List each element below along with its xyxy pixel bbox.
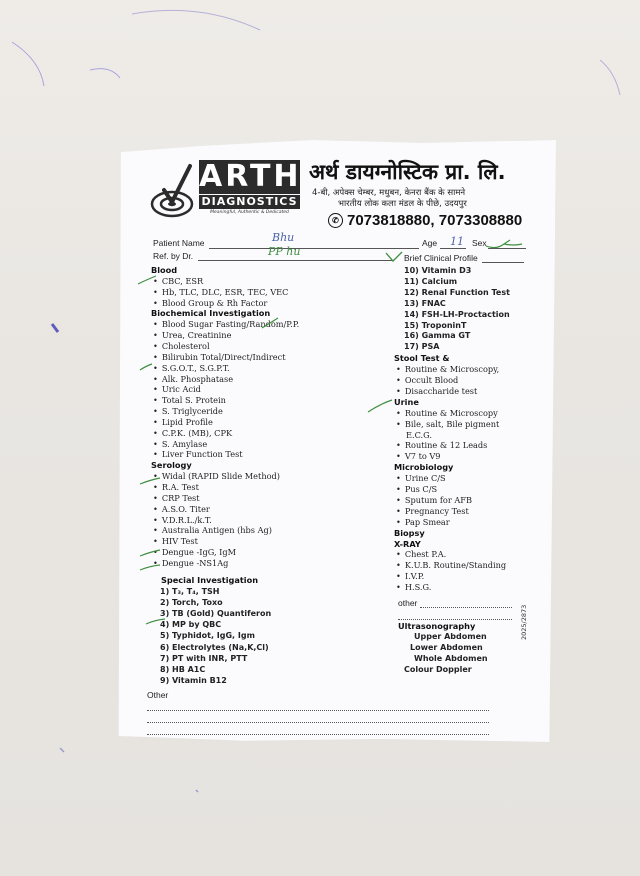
test-item-7-pt-with-inr-ptt[interactable]: 7) PT with INR, PTT xyxy=(160,653,248,663)
test-item-a-s-o-titer[interactable]: • A.S.O. Titer xyxy=(153,504,210,514)
test-item-12-renal-function-test[interactable]: 12) Renal Function Test xyxy=(404,287,510,297)
test-item-c-p-k-mb-cpk[interactable]: • C.P.K. (MB), CPK xyxy=(153,428,232,438)
test-item-i-v-p[interactable]: • I.V.P. xyxy=(396,571,424,581)
test-item-v7-to-v9[interactable]: • V7 to V9 xyxy=(396,451,441,461)
section-heading-stool-test: Stool Test & xyxy=(394,353,450,364)
ref-by-line[interactable] xyxy=(198,260,394,261)
side-code: 2025/2873 xyxy=(520,604,528,640)
phone-numbers: 7073818880, 7073308880 xyxy=(347,212,523,229)
section-heading-urine: Urine xyxy=(394,396,419,407)
section-heading-microbiology: Microbiology xyxy=(394,462,454,473)
age-line[interactable] xyxy=(440,248,466,249)
brief-clinical-profile-label: Brief Clinical Profile xyxy=(404,253,478,263)
test-item-3-tb-gold-quantiferon[interactable]: 3) TB (Gold) Quantiferon xyxy=(160,609,272,619)
test-item-colour-doppler[interactable]: Colour Doppler xyxy=(404,665,472,674)
logo-subtitle: DIAGNOSTICS xyxy=(199,195,300,209)
section-heading-special-investigation: Special Investigation xyxy=(161,575,259,585)
test-item-blood-sugar-fasting-random-p-p[interactable]: • Blood Sugar Fasting/Random/P.P. xyxy=(153,319,299,329)
other-line-3[interactable] xyxy=(147,734,489,735)
section-heading-biopsy: Biopsy xyxy=(394,527,425,538)
test-item-s-triglyceride[interactable]: • S. Triglyceride xyxy=(153,406,223,416)
test-item-occult-blood[interactable]: • Occult Blood xyxy=(396,375,458,385)
test-item-disaccharide-test[interactable]: • Disaccharide test xyxy=(396,386,477,396)
test-item-13-fnac[interactable]: 13) FNAC xyxy=(404,298,446,308)
test-item-widal-rapid-slide-method[interactable]: • Widal (RAPID Slide Method) xyxy=(153,471,280,481)
test-item-liver-function-test[interactable]: • Liver Function Test xyxy=(153,449,243,459)
sex-check-mark xyxy=(484,238,524,252)
test-item-pregnancy-test[interactable]: • Pregnancy Test xyxy=(396,506,469,516)
age-label: Age xyxy=(422,238,438,248)
test-item-upper-abdomen[interactable]: Upper Abdomen xyxy=(414,632,487,641)
other-right-line[interactable] xyxy=(420,607,512,608)
patient-name-label: Patient Name xyxy=(153,238,205,248)
test-item-alk-phosphatase[interactable]: • Alk. Phosphatase xyxy=(153,374,233,384)
test-item-uric-acid[interactable]: • Uric Acid xyxy=(153,384,201,394)
test-item-lipid-profile[interactable]: • Lipid Profile xyxy=(153,417,213,427)
test-item-1-t-t-tsh[interactable]: 1) T₃, T₄, TSH xyxy=(160,587,220,596)
brief-profile-line[interactable] xyxy=(482,262,524,263)
test-item-lower-abdomen[interactable]: Lower Abdomen xyxy=(410,643,483,652)
test-item-9-vitamin-b12[interactable]: 9) Vitamin B12 xyxy=(160,675,227,685)
other-line-2[interactable] xyxy=(147,722,489,723)
test-item-urea-creatinine[interactable]: • Urea, Creatinine xyxy=(153,330,231,340)
age-handwriting: 11 xyxy=(450,235,464,248)
test-item-routine-12-leads[interactable]: • Routine & 12 Leads xyxy=(396,440,487,450)
patient-name-handwriting: Bhu xyxy=(272,231,295,244)
other-line-1[interactable] xyxy=(147,710,489,711)
arth-logo xyxy=(150,160,300,220)
section-heading-biochemical-investigation: Biochemical Investigation xyxy=(151,308,271,319)
test-item-14-fsh-lh-proctaction[interactable]: 14) FSH-LH-Proctaction xyxy=(404,309,510,319)
test-item-australia-antigen-hbs-ag[interactable]: • Australia Antigen (hbs Ag) xyxy=(153,525,272,535)
test-item-routine-microscopy[interactable]: • Routine & Microscopy xyxy=(396,408,498,418)
test-item-s-g-o-t-s-g-p-t[interactable]: • S.G.O.T., S.G.P.T. xyxy=(153,363,230,373)
test-item-dengue-ns1ag[interactable]: • Dengue -NS1Ag xyxy=(153,558,228,568)
sex-label: Sex xyxy=(472,238,487,248)
section-heading-x-ray: X-RAY xyxy=(394,538,421,549)
test-item-16-gamma-gt[interactable]: 16) Gamma GT xyxy=(404,331,471,341)
test-item-17-psa[interactable]: 17) PSA xyxy=(404,342,440,352)
section-heading-blood: Blood xyxy=(151,265,178,275)
other-right-line-2[interactable] xyxy=(398,619,512,620)
logo-brand: ARTH xyxy=(199,159,302,194)
other-right-label: other xyxy=(398,598,418,608)
test-item-2-torch-toxo[interactable]: 2) Torch, Toxo xyxy=(160,598,223,608)
section-heading-serology: Serology xyxy=(151,460,192,471)
test-item-cbc-esr[interactable]: • CBC, ESR xyxy=(153,276,203,286)
test-item-6-electrolytes-na-k-cl[interactable]: 6) Electrolytes (Na,K,Cl) xyxy=(160,642,269,652)
logo-emblem-icon xyxy=(150,162,198,220)
test-item-k-u-b-routine-standing[interactable]: • K.U.B. Routine/Standing xyxy=(396,560,506,570)
phone-block xyxy=(328,212,522,229)
test-item-e-c-g[interactable]: E.C.G. xyxy=(406,429,433,440)
test-item-h-s-g[interactable]: • H.S.G. xyxy=(396,582,431,592)
test-item-pus-c-s[interactable]: • Pus C/S xyxy=(396,484,437,494)
other-label: Other xyxy=(147,690,169,700)
test-item-dengue-igg-igm[interactable]: • Dengue -IgG, IgM xyxy=(153,547,236,557)
patient-name-line[interactable] xyxy=(209,248,419,249)
ref-by-label: Ref. by Dr. xyxy=(153,251,194,261)
test-item-bile-salt-bile-pigment[interactable]: • Bile, salt, Bile pigment xyxy=(396,419,499,429)
test-item-cholesterol[interactable]: • Cholesterol xyxy=(153,341,210,351)
test-item-4-mp-by-qbc[interactable]: 4) MP by QBC xyxy=(160,620,222,630)
test-item-11-calcium[interactable]: 11) Calcium xyxy=(404,276,458,286)
test-item-routine-microscopy[interactable]: • Routine & Microscopy, xyxy=(396,364,499,374)
test-item-hb-tlc-dlc-esr-tec-vec[interactable]: • Hb, TLC, DLC, ESR, TEC, VEC xyxy=(153,287,288,297)
test-item-r-a-test[interactable]: • R.A. Test xyxy=(153,482,199,492)
phone-icon: ✆ xyxy=(328,213,343,228)
test-item-10-vitamin-d3[interactable]: 10) Vitamin D3 xyxy=(404,266,472,275)
test-item-5-typhidot-igg-igm[interactable]: 5) Typhidot, IgG, Igm xyxy=(160,631,255,641)
test-item-crp-test[interactable]: • CRP Test xyxy=(153,493,200,503)
section-heading-ultrasonography: Ultrasonography xyxy=(398,621,476,631)
test-item-pap-smear[interactable]: • Pap Smear xyxy=(396,517,450,527)
company-name-hindi: अर्थ डायग्नोस्टिक प्रा. लि. xyxy=(309,160,506,184)
logo-tagline: Meaningful, Authentic & Dedicated xyxy=(210,210,289,215)
ref-by-handwriting: PP hu xyxy=(268,245,301,258)
test-item-bilirubin-total-direct-indirect[interactable]: • Bilirubin Total/Direct/Indirect xyxy=(153,352,286,362)
ref-tick-mark xyxy=(384,251,404,263)
test-item-sputum-for-afb[interactable]: • Sputum for AFB xyxy=(396,495,472,505)
test-item-v-d-r-l-k-t[interactable]: • V.D.R.L./k.T. xyxy=(153,515,212,525)
test-item-15-troponint[interactable]: 15) TroponinT xyxy=(404,320,467,330)
test-item-chest-p-a[interactable]: • Chest P.A. xyxy=(396,549,446,559)
test-item-s-amylase[interactable]: • S. Amylase xyxy=(153,439,207,449)
test-item-hiv-test[interactable]: • HIV Test xyxy=(153,536,198,546)
address-line-1: 4-बी, अपेक्स चेम्बर, मधुबन, केनरा बैंक के सामने xyxy=(312,188,466,198)
test-item-blood-group-rh-factor[interactable]: • Blood Group & Rh Factor xyxy=(153,298,267,308)
test-item-whole-abdomen[interactable]: Whole Abdomen xyxy=(414,654,488,663)
test-item-total-s-protein[interactable]: • Total S. Protein xyxy=(153,395,226,405)
test-item-8-hb-a1c[interactable]: 8) HB A1C xyxy=(160,664,206,674)
address-line-2: भारतीय लोक कला मंडल के पीछे, उदयपुर xyxy=(338,199,467,209)
test-item-urine-c-s[interactable]: • Urine C/S xyxy=(396,473,446,483)
